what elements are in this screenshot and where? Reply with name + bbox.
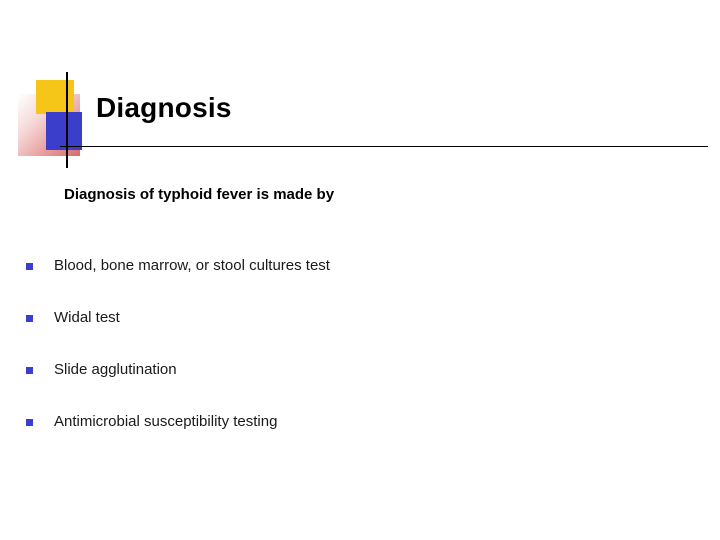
title-divider (60, 146, 708, 147)
list-item-label: Slide agglutination (54, 361, 177, 378)
list-item-label: Widal test (54, 309, 120, 326)
list-item-label: Blood, bone marrow, or stool cultures test (54, 257, 330, 274)
blue-square-icon (46, 112, 82, 150)
yellow-square-icon (36, 80, 74, 114)
bullet-list (26, 258, 666, 466)
slide-title: Diagnosis (96, 92, 232, 123)
list-item (26, 258, 666, 310)
vertical-line-icon (66, 72, 68, 168)
slide-subheading: Diagnosis of typhoid fever is made by (64, 186, 335, 203)
square-bullet-icon (26, 315, 33, 322)
list-item (26, 414, 666, 466)
square-bullet-icon (26, 367, 33, 374)
list-item-label: Antimicrobial susceptibility testing (54, 413, 278, 430)
list-item (26, 362, 666, 414)
list-item (26, 310, 666, 362)
square-bullet-icon (26, 263, 33, 270)
square-bullet-icon (26, 419, 33, 426)
